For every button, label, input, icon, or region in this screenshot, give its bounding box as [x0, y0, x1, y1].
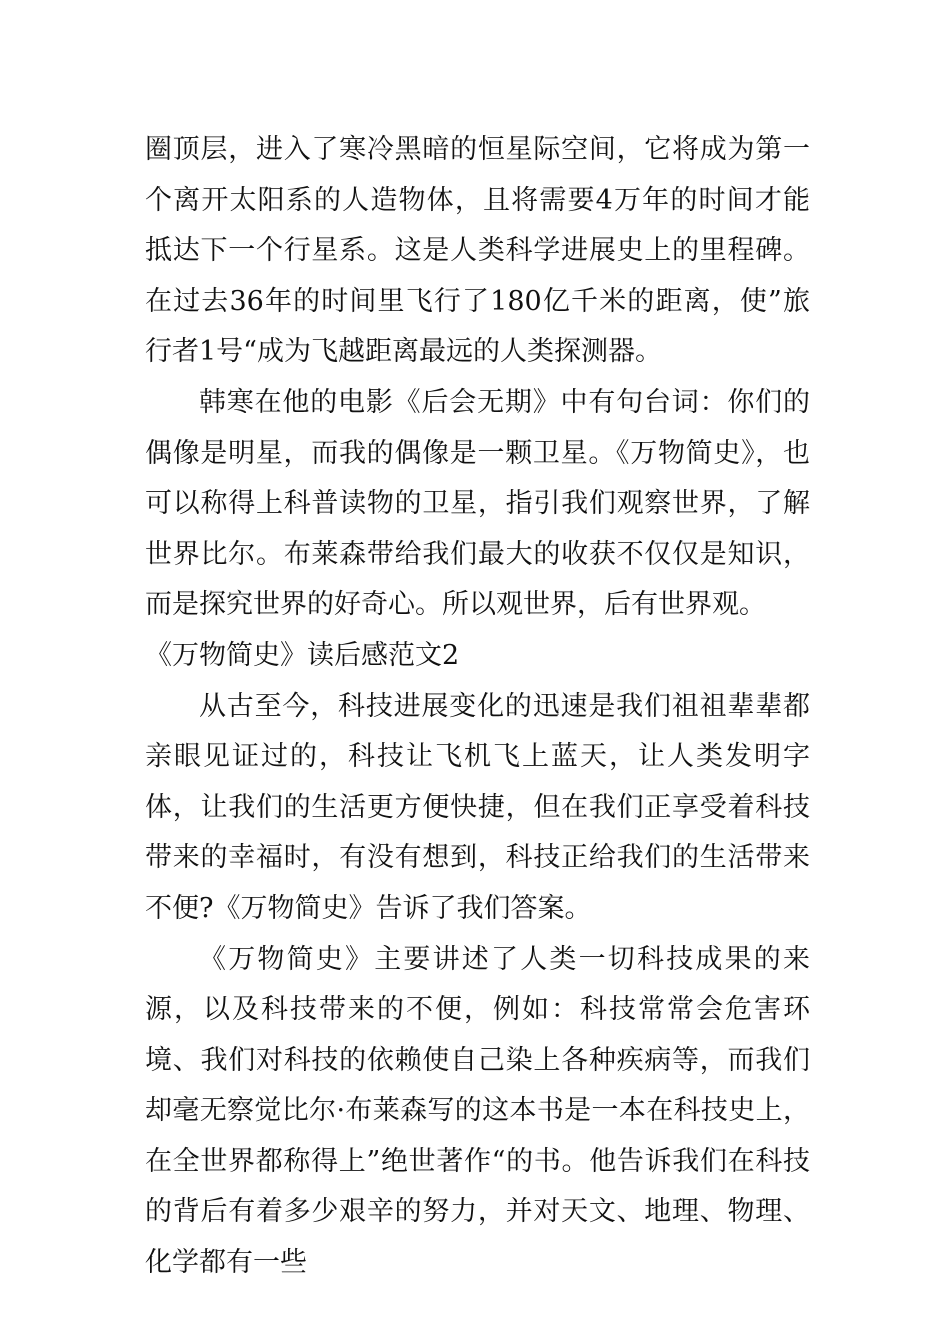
section-heading: 《万物简史》读后感范文2 [145, 639, 460, 671]
paragraph-han-han-quote: 韩寒在他的电影《后会无期》中有句台词：你们的偶像是明星，而我的偶像是一颗卫星。《万物简史》，也可以称得上科普读物的卫星，指引我们观察世界，了解世界比尔。布莱森带给我们最大的收获不仅仅是知识，而是探究世界的好奇心。所以观世界，后有世界观。 [145, 386, 810, 621]
document-body [145, 125, 810, 1289]
paragraph-continued: 圈顶层，进入了寒冷黑暗的恒星际空间，它将成为第一个离开太阳系的人造物体，且将需要4万年的时间才能抵达下一个行星系。这是人类科学进展史上的里程碑。在过去36年的时间里飞行了180亿千米的距离，使”旅行者1号“成为飞越距离最远的人类探测器。 [145, 134, 810, 368]
paragraph-book-summary: 《万物简史》主要讲述了人类一切科技成果的来源，以及科技带来的不便，例如：科技常常会危害环境、我们对科技的依赖使自己染上各种疾病等，而我们却毫无察觉比尔·布莱森写的这本书是一本在科技史上，在全世界都称得上”绝世著作“的书。他告诉我们在科技的背后有着多少艰辛的努力，并对天文、地理、物理、化学都有一些 [145, 943, 810, 1279]
paragraph-tech-history: 从古至今，科技进展变化的迅速是我们祖祖辈辈都亲眼见证过的，科技让飞机飞上蓝天，让人类发明字体，让我们的生活更方便快捷，但在我们正享受着科技带来的幸福时，有没有想到，科技正给我们的生活带来不便?《万物简史》告诉了我们答案。 [145, 690, 810, 924]
